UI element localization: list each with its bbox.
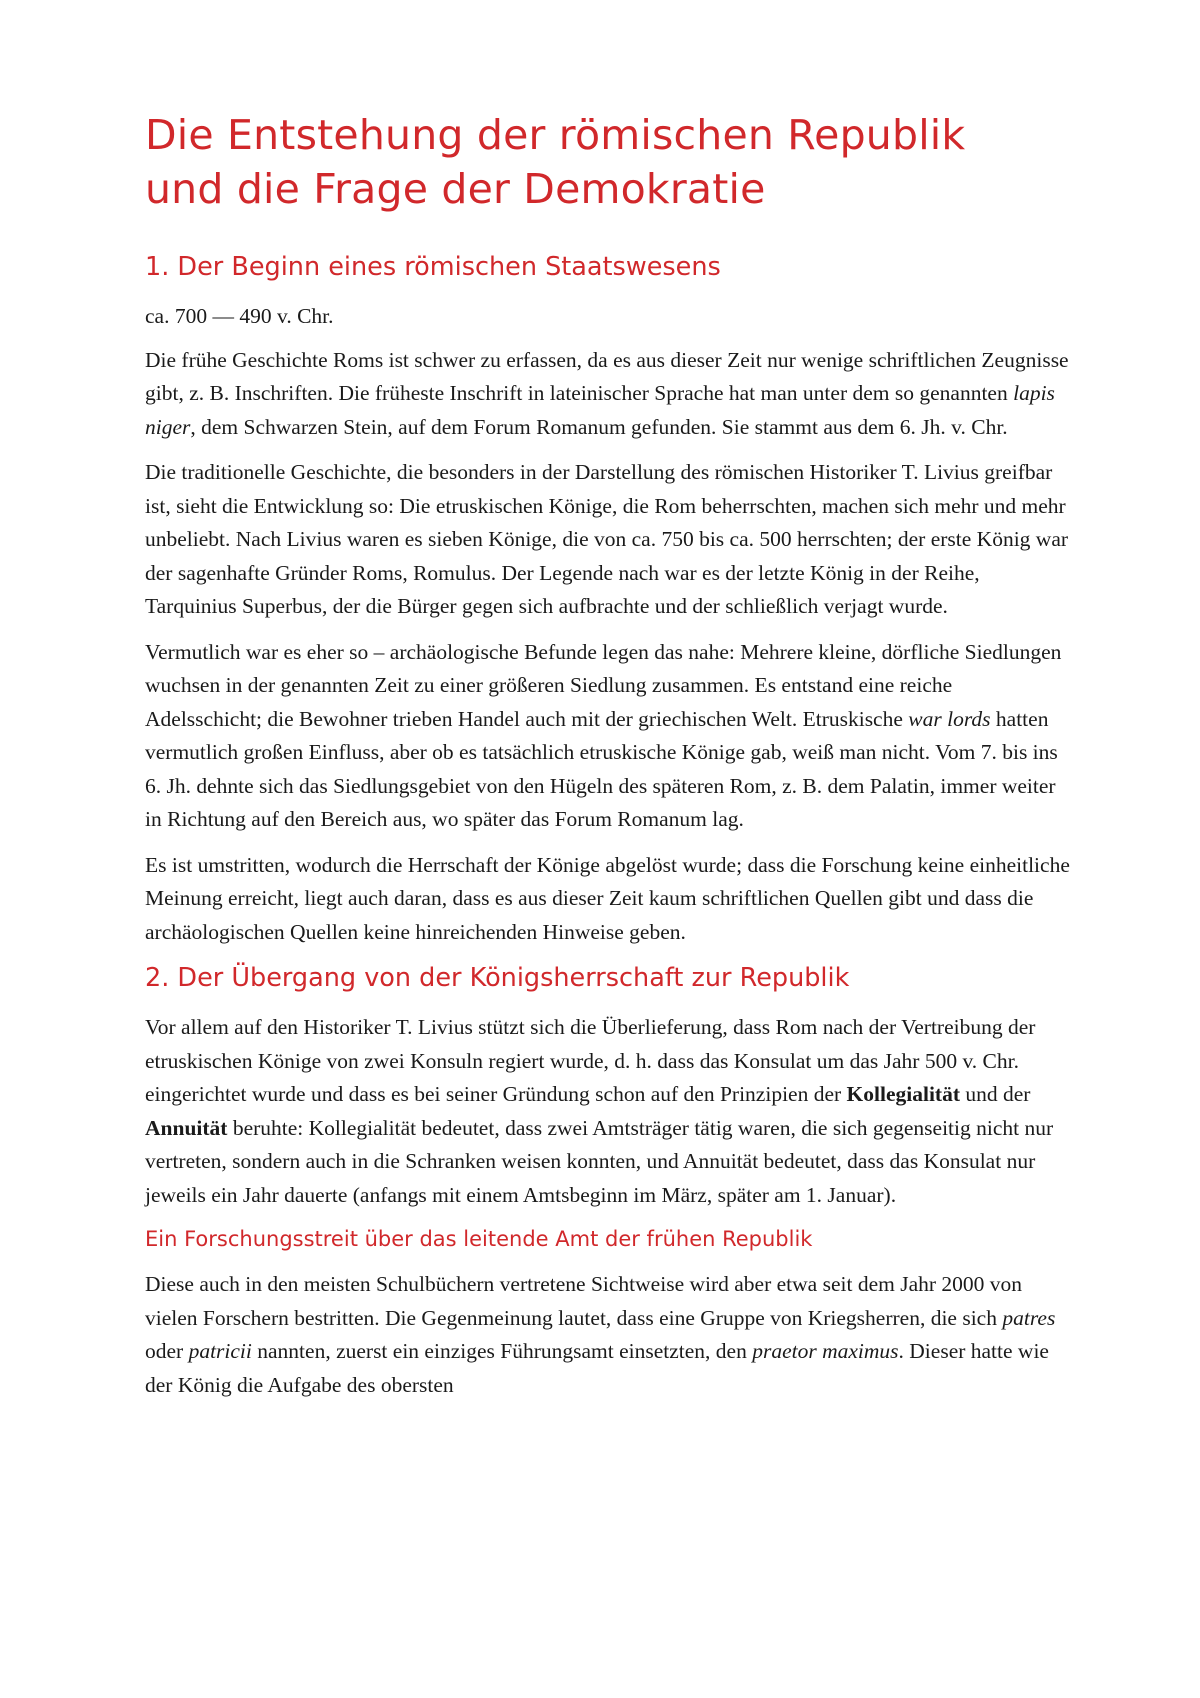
document-title: [145, 108, 1070, 216]
title-line-2: und die Frage der Demokratie: [145, 165, 766, 213]
section-1-heading: 1. Der Beginn eines römischen Staatswesens: [145, 252, 721, 282]
title-line-1: Die Entstehung der römischen Republik: [145, 111, 966, 159]
section-2-subheading: Ein Forschungsstreit über das leitende Amt der frühen Republik: [145, 1227, 813, 1251]
section-1-paragraph-2: Die traditionelle Geschichte, die besonders in der Darstellung des römischen Historiker T. Livius greifbar ist, sieht die Entwicklung so: Die etruskischen Könige, die Rom beherrschten, machen sich mehr und mehr unbeliebt. Nach Livius waren es sieben Könige, die von ca. 750 bis ca. 500 herrschten; der erste König war der sagenhafte Gründer Roms, Romulus. Der Legende nach war es der letzte König in der Reihe, Tarquinius Superbus, der die Bürger gegen sich aufbrachte und der schließlich verjagt wurde.: [145, 460, 1069, 618]
section-2-paragraph-2: Diese auch in den meisten Schulbüchern vertretene Sichtweise wird aber etwa seit dem Jahr 2000 von vielen Forschern bestritten. Die Gegenmeinung lautet, dass eine Gruppe von Kriegsherren, die sich patres oder patricii nannten, zuerst ein einziges Führungsamt einsetzten, den praetor maximus. Dieser hatte wie der König die Aufgabe des obersten: [145, 1272, 1056, 1397]
section-1-paragraph-1: Die frühe Geschichte Roms ist schwer zu erfassen, da es aus dieser Zeit nur wenige schriftlichen Zeugnisse gibt, z. B. Inschriften. Die früheste Inschrift in lateinischer Sprache hat man unter dem so genannten lapis niger, dem Schwarzen Stein, auf dem Forum Romanum gefunden. Sie stammt aus dem 6. Jh. v. Chr.: [145, 347, 1069, 439]
section-1: [145, 250, 1070, 949]
section-2-heading: 2. Der Übergang von der Königsherrschaft zur Republik: [145, 963, 850, 993]
section-2: [145, 961, 1070, 1402]
date-range: ca. 700 — 490 v. Chr.: [145, 304, 334, 328]
section-2-paragraph-1: Vor allem auf den Historiker T. Livius stützt sich die Überlieferung, dass Rom nach der Vertreibung der etruskischen Könige von zwei Konsuln regiert wurde, d. h. dass das Konsulat um das Jahr 500 v. Chr. eingerichtet wurde und dass es bei seiner Gründung schon auf den Prinzipien der Kollegialität und der Annuität beruhte: Kollegialität bedeutet, dass zwei Amtsträger tätig waren, die sich gegenseitig nicht nur vertreten, sondern auch in die Schranken weisen konnten, und Annuität bedeutet, dass das Konsulat nur jeweils ein Jahr dauerte (anfangs mit einem Amtsbeginn im März, später am 1. Januar).: [145, 1015, 1054, 1207]
section-1-paragraph-3: Vermutlich war es eher so – archäologische Befunde legen das nahe: Mehrere kleine, dörfliche Siedlungen wuchsen in der genannten Zeit zu einer größeren Siedlung zusammen. Es entstand eine reiche Adelsschicht; die Bewohner trieben Handel auch mit der griechischen Welt. Etruskische war lords hatten vermutlich großen Einfluss, aber ob es tatsächlich etruskische Könige gab, weiß man nicht. Vom 7. bis ins 6. Jh. dehnte sich das Siedlungsgebiet von den Hügeln des späteren Rom, z. B. dem Palatin, immer weiter in Richtung auf den Bereich aus, wo später das Forum Romanum lag.: [145, 639, 1062, 831]
section-1-paragraph-4: Es ist umstritten, wodurch die Herrschaft der Könige abgelöst wurde; dass die Forschung keine einheitliche Meinung erreicht, liegt auch daran, dass es aus dieser Zeit kaum schriftlichen Quellen gibt und dass die archäologischen Quellen keine hinreichenden Hinweise geben.: [145, 852, 1070, 944]
